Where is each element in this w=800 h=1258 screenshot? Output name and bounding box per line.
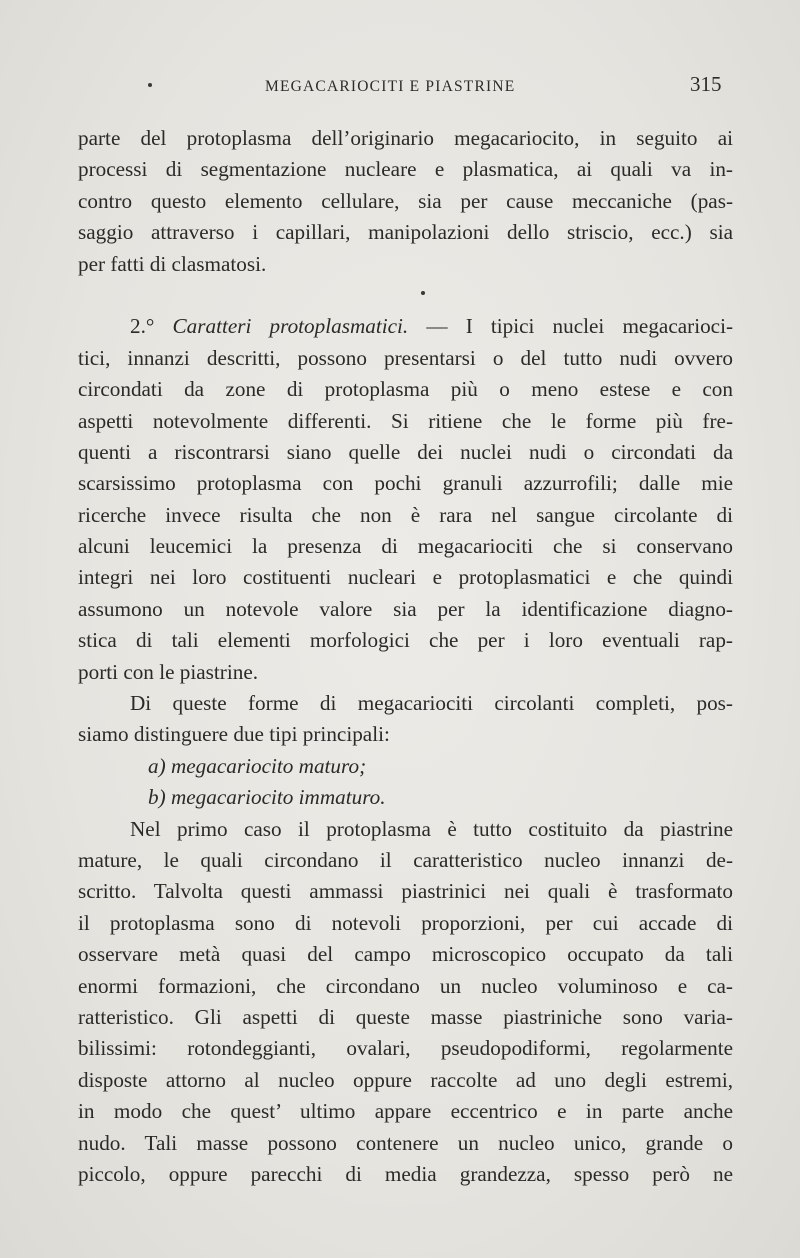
text-line: enormi formazioni, che circondano un nucleo voluminoso e ca- xyxy=(78,973,733,998)
text-line: osservare metà quasi del campo microscopico occupato da tali xyxy=(78,942,733,967)
list-marker: b) xyxy=(148,785,166,810)
text-line: ratteristico. Gli aspetti di queste masse piastriniche sono varia- xyxy=(78,1004,733,1029)
list-marker: a) xyxy=(148,753,166,778)
text-line: assumono un notevole valore sia per la identificazione diagno- xyxy=(78,596,733,621)
text-line: bilissimi: rotondeggianti, ovalari, pseudopodiformi, regolarmente xyxy=(78,1036,733,1061)
page-number: 315 xyxy=(690,72,722,96)
text-line: quenti a riscontrarsi siano quelle dei nuclei nudi o circondati da xyxy=(78,439,733,464)
list-item xyxy=(78,782,733,813)
text-line: Di queste forme di megacariociti circolanti completi, pos- xyxy=(130,691,733,716)
text-line: aspetti notevolmente differenti. Si ritiene che le forme più fre- xyxy=(78,408,733,433)
text-line: saggio attraverso i capillari, manipolazioni dello striscio, ecc.) sia xyxy=(78,220,733,245)
text-line: Nel primo caso il protoplasma è tutto costituito da piastrine xyxy=(130,816,733,841)
body-text xyxy=(78,123,733,1190)
running-title: MEGACARIOCITI E PIASTRINE xyxy=(265,78,516,95)
text-line: alcuni leucemici la presenza di megacariociti che si conservano xyxy=(78,534,733,559)
paragraph-3 xyxy=(78,688,733,751)
paragraph-gap xyxy=(78,280,733,311)
text-line: contro questo elemento cellulare, sia per cause meccaniche (pas- xyxy=(78,188,733,213)
text-line: scritto. Talvolta questi ammassi piastrinici nei quali è trasformato xyxy=(78,879,733,904)
text-line: scarsissimo protoplasma con pochi granuli azzurrofili; dalle mie xyxy=(78,471,733,496)
running-head xyxy=(0,72,800,102)
section-title: Caratteri protoplasmatici. xyxy=(172,314,409,339)
text-line: processi di segmentazione nucleare e plasmatica, ai quali va in- xyxy=(78,157,733,182)
text-line: ricerche invece risulta che non è rara nel sangue circolante di xyxy=(78,502,733,527)
section-number: 2.° xyxy=(130,314,155,339)
paragraph-1 xyxy=(78,123,733,280)
type-list xyxy=(78,751,733,814)
list-item xyxy=(78,751,733,782)
text-line: integri nei loro costituenti nucleari e protoplasmatici e che quindi xyxy=(78,565,733,590)
section-heading-line xyxy=(78,311,733,342)
text-line: parte del protoplasma dell’originario megacariocito, in seguito ai xyxy=(78,126,733,150)
text-line: circondati da zone di protoplasma più o meno estese e con xyxy=(78,377,733,402)
text-line: nudo. Tali masse possono contenere un nucleo unico, grande o xyxy=(78,1130,733,1155)
list-text: megacariocito maturo; xyxy=(170,753,367,778)
text-line: stica di tali elementi morfologici che per i loro eventuali rap- xyxy=(78,628,733,653)
text-line: porti con le piastrine. xyxy=(78,659,259,684)
text-line: il protoplasma sono di notevoli proporzioni, per cui accade di xyxy=(78,910,733,935)
paragraph-2 xyxy=(78,311,733,688)
text-line: mature, le quali circondano il caratteristico nucleo innanzi de- xyxy=(78,847,733,872)
text-line: disposte attorno al nucleo oppure raccolte ad uno degli estremi, xyxy=(78,1067,733,1092)
text-line: siamo distinguere due tipi principali: xyxy=(78,722,390,747)
text-line: in modo che quest’ ultimo appare eccentrico e in parte anche xyxy=(78,1099,733,1124)
text-line: tici, innanzi descritti, possono presentarsi o del tutto nudi ovvero xyxy=(78,345,733,370)
text-line: piccolo, oppure parecchi di media grandezza, spesso però ne xyxy=(78,1161,733,1186)
text-line: per fatti di clasmatosi. xyxy=(78,251,267,276)
list-text: megacariocito immaturo. xyxy=(170,785,386,810)
paragraph-4 xyxy=(78,814,733,1191)
section-heading-rest: — I tipici nuclei megacarioci- xyxy=(426,314,734,339)
